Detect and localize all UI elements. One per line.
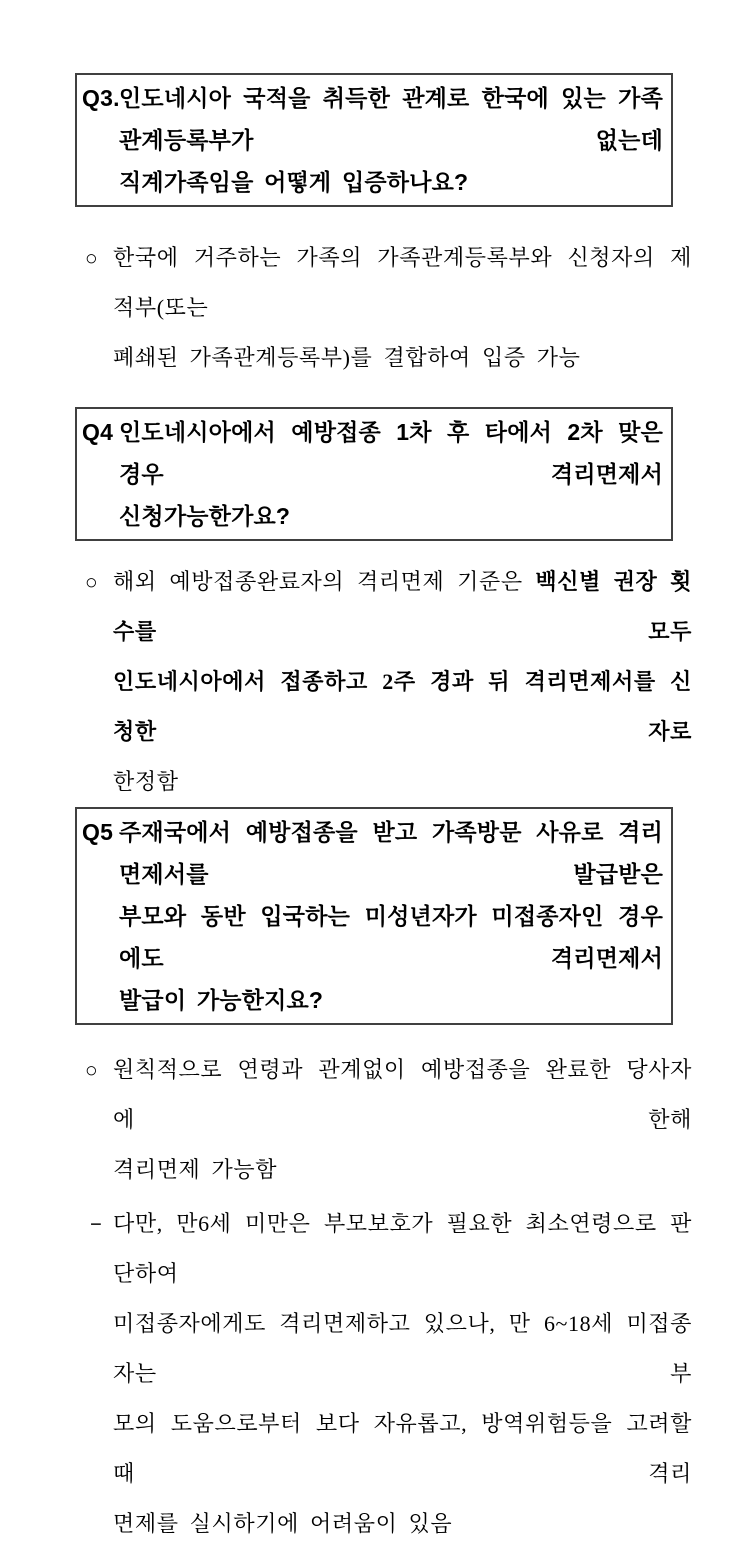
answer-a5-main bbox=[85, 1045, 692, 1195]
answer-a4 bbox=[85, 557, 692, 807]
question-label-q5: Q5 bbox=[82, 819, 114, 845]
answer-line: 폐쇄된 가족관계등록부)를 결합하여 입증 가능 bbox=[113, 345, 581, 370]
question-line: 직계가족임을 어떻게 입증하나요? bbox=[119, 169, 469, 195]
answer-line bbox=[113, 557, 692, 657]
answer-line: 다만, 만6세 미만은 부모보호가 필요한 최소연령으로 판단하여 bbox=[113, 1211, 692, 1286]
answer-text-bold: 백신별 권장 횟수를 모두 bbox=[113, 569, 692, 644]
question-text: 인도네시아에서 예방접종 1차 후 타에서 2차 맞은 경우 격리면제서 bbox=[119, 419, 663, 487]
answer-a5-sub bbox=[85, 1199, 692, 1549]
question-line: 신청가능한가요? bbox=[119, 503, 291, 529]
answer-line: 모의 도움으로부터 보다 자유롭고, 방역위험등을 고려할 때 격리 bbox=[113, 1411, 692, 1486]
question-box-q3 bbox=[75, 73, 673, 207]
question-box-q4 bbox=[75, 407, 673, 541]
circle-bullet-icon: ○ bbox=[85, 1058, 99, 1082]
dash-bullet-icon: − bbox=[90, 1212, 103, 1236]
question-line bbox=[77, 811, 663, 895]
answer-line: 한정함 bbox=[113, 769, 179, 794]
question-text: 인도네시아 국적을 취득한 관계로 한국에 있는 가족관계등록부가 없는데 bbox=[119, 85, 663, 153]
answer-line: 미접종자에게도 격리면제하고 있으나, 만 6~18세 미접종자는 부 bbox=[113, 1311, 692, 1386]
answer-line: 면제를 실시하기에 어려움이 있음 bbox=[113, 1511, 453, 1536]
circle-bullet-icon: ○ bbox=[85, 246, 99, 270]
question-label-q4: Q4 bbox=[82, 419, 114, 445]
circle-bullet-icon: ○ bbox=[85, 570, 99, 594]
answer-line: 인도네시아에서 접종하고 2주 경과 뒤 격리면제서를 신청한 자로 bbox=[113, 669, 692, 744]
question-label-q3: Q3. bbox=[82, 85, 120, 111]
question-line bbox=[77, 77, 663, 161]
question-text: 주재국에서 예방접종을 받고 가족방문 사유로 격리면제서를 발급받은 bbox=[119, 819, 663, 887]
question-line: 부모와 동반 입국하는 미성년자가 미접종자인 경우에도 격리면제서 bbox=[119, 903, 663, 971]
question-line: 발급이 가능한지요? bbox=[119, 987, 324, 1013]
answer-text-regular: 해외 예방접종완료자의 격리면제 기준은 bbox=[113, 569, 523, 594]
question-line bbox=[77, 411, 663, 495]
question-box-q5 bbox=[75, 807, 673, 1025]
answer-line: 격리면제 가능함 bbox=[113, 1157, 278, 1182]
answer-a3 bbox=[85, 233, 692, 383]
answer-line: 한국에 거주하는 가족의 가족관계등록부와 신청자의 제적부(또는 bbox=[113, 245, 692, 320]
answer-line: 원칙적으로 연령과 관계없이 예방접종을 완료한 당사자에 한해 bbox=[113, 1057, 692, 1132]
